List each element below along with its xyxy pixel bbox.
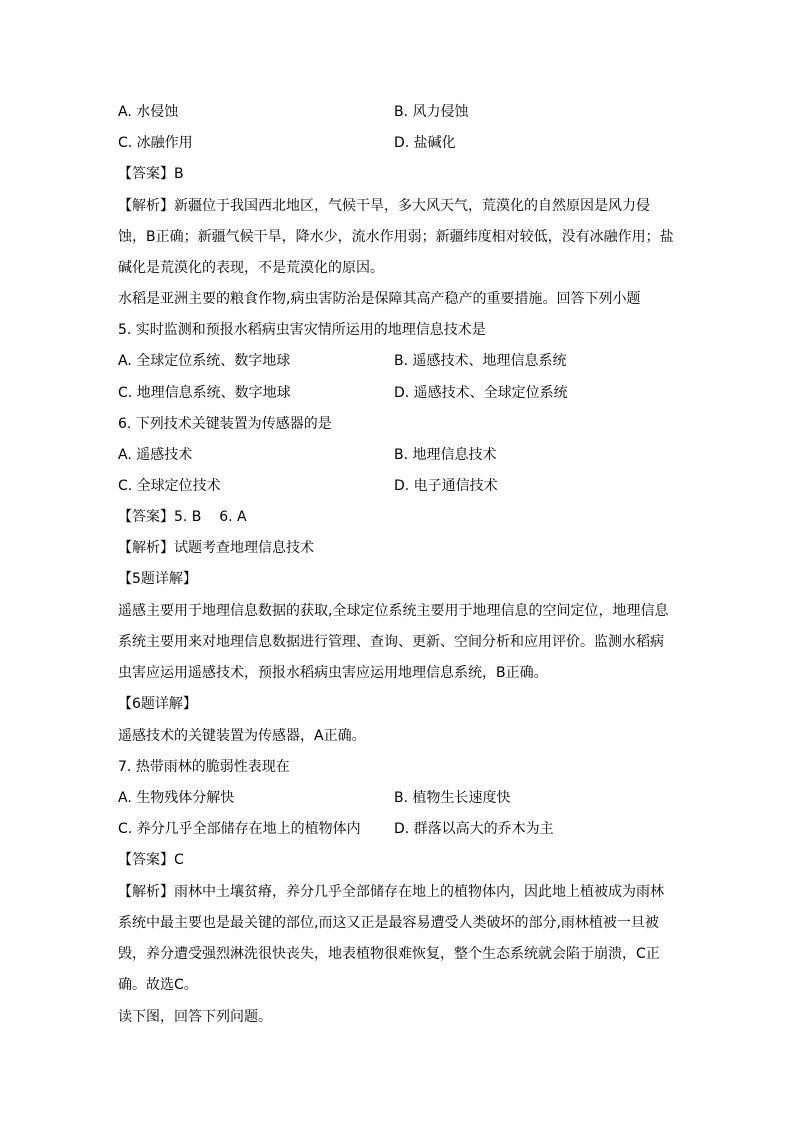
q4-options-row-1 xyxy=(118,102,678,122)
q6-options-row-1 xyxy=(118,445,678,465)
q56-analysis: 【解析】试题考查地理信息技术 xyxy=(118,540,314,556)
q5-option-a: A. 全球定位系统、数字地球 xyxy=(118,353,291,369)
q6-options-row-2 xyxy=(118,476,678,496)
q4-option-c: C. 冰融作用 xyxy=(118,135,193,151)
q7-analysis: 【解析】雨林中土壤贫瘠，养分几乎全部储存在地上的植物体内，因此地上植被成为雨林系统中最主要也是最关键的部位,而这又正是最容易遭受人类破坏的部分,雨林植被一旦被毁，养分遭受强烈淋洗很快丧失，地表植物很难恢复，整个生态系统就会陷于崩溃，C正确。故选C。 xyxy=(118,884,664,993)
q7-options-row-2 xyxy=(118,819,678,839)
q5-option-c: C. 地理信息系统、数字地球 xyxy=(118,385,291,401)
q5-detail: 遥感主要用于地理信息数据的获取,全球定位系统主要用于地理信息的空间定位，地理信息系统主要用来对地理信息数据进行管理、查询、更新、空间分析和应用评价。监测水稻病虫害应运用遥感技术，预报水稻病虫害应运用地理信息系统，B正确。 xyxy=(118,603,669,681)
q7-option-c: C. 养分几乎全部储存在地上的植物体内 xyxy=(118,821,361,837)
q4-option-d: D. 盐碱化 xyxy=(394,135,456,151)
q7-stem: 7. 热带雨林的脆弱性表现在 xyxy=(118,759,290,775)
q5-option-d: D. 遥感技术、全球定位系统 xyxy=(394,385,568,401)
q6-option-c: C. 全球定位技术 xyxy=(118,478,221,494)
q7-option-b: B. 植物生长速度快 xyxy=(394,790,511,806)
q7-option-a: A. 生物残体分解快 xyxy=(118,790,235,806)
q4-answer: 【答案】B xyxy=(118,166,184,182)
q4-option-a: A. 水侵蚀 xyxy=(118,104,179,120)
read-figure-prompt: 读下图，回答下列问题。 xyxy=(118,1009,272,1025)
q7-options-row-1 xyxy=(118,788,678,808)
q6-option-b: B. 地理信息技术 xyxy=(394,447,497,463)
q7-answer: 【答案】C xyxy=(118,852,184,868)
q6-stem: 6. 下列技术关键装置为传感器的是 xyxy=(118,416,332,432)
q4-options-row-2 xyxy=(118,133,678,153)
q5-options-row-1 xyxy=(118,351,678,371)
q5-stem: 5. 实时监测和预报水稻病虫害灾情所运用的地理信息技术是 xyxy=(118,322,486,338)
rice-intro: 水稻是亚洲主要的粮食作物,病虫害防治是保障其高产稳产的重要措施。回答下列小题 xyxy=(118,291,641,307)
q4-option-b: B. 风力侵蚀 xyxy=(394,104,469,120)
q56-answer: 【答案】5. B 6. A xyxy=(118,509,247,525)
q5-option-b: B. 遥感技术、地理信息系统 xyxy=(394,353,567,369)
q6-detail: 遥感技术的关键装置为传感器，A正确。 xyxy=(118,728,366,744)
q6-detail-title: 【6题详解】 xyxy=(118,696,197,712)
q5-options-row-2 xyxy=(118,383,678,403)
q4-analysis: 【解析】新疆位于我国西北地区，气候干旱，多大风天气，荒漠化的自然原因是风力侵蚀，B正确；新疆气候干旱，降水少，流水作用弱；新疆纬度相对较低，没有冰融作用；盐碱化是荒漠化的表现，不是荒漠化的原因。 xyxy=(118,198,674,276)
q6-option-a: A. 遥感技术 xyxy=(118,447,193,463)
q7-option-d: D. 群落以高大的乔木为主 xyxy=(394,821,554,837)
q6-option-d: D. 电子通信技术 xyxy=(394,478,498,494)
q5-detail-title: 【5题详解】 xyxy=(118,571,197,587)
